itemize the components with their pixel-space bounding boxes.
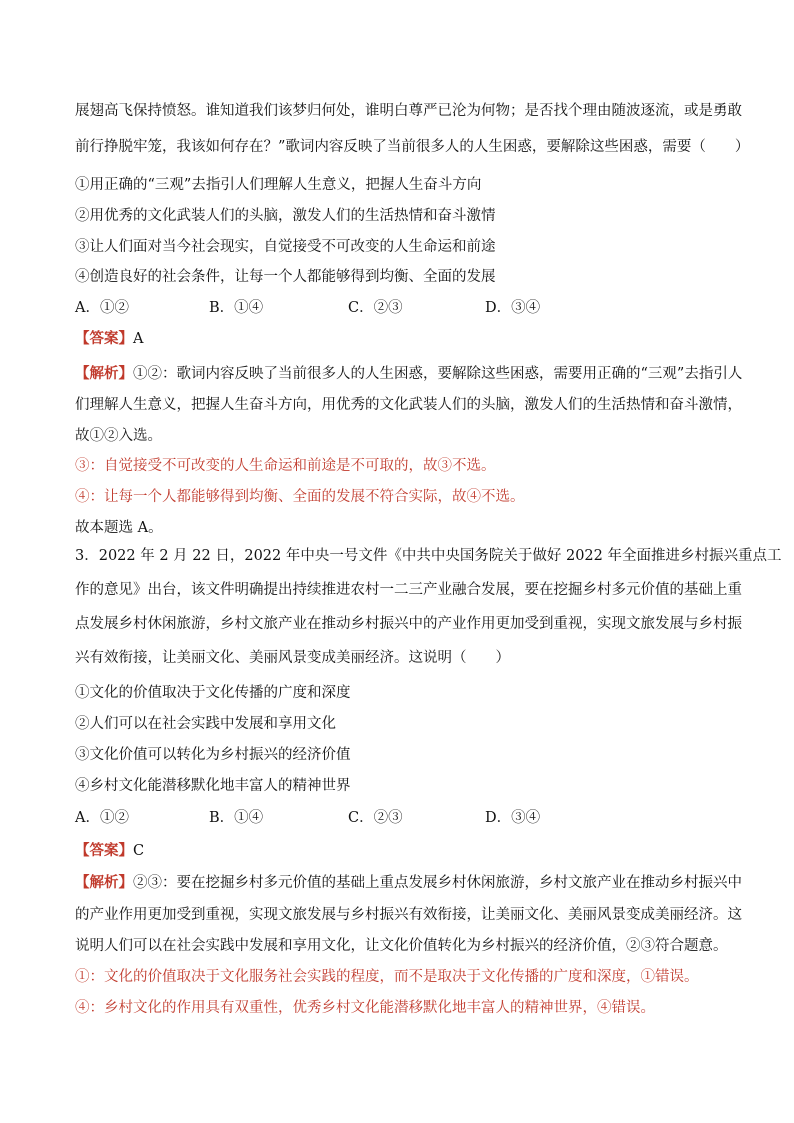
q3-stem-line-1: 3．2022 年 2 月 22 日，2022 年中央一号文件《中共中央国务院关于做好 2022 年全面推进乡村振兴重点工 — [75, 548, 782, 564]
answer-value: A — [133, 331, 144, 347]
q3-statement-2: ②人们可以在社会实践中发展和享用文化 — [75, 716, 336, 732]
q2-statement-3: ③让人们面对当今社会现实，自觉接受不可改变的人生命运和前途 — [75, 239, 496, 255]
q2-conclusion: 故本题选 A。 — [75, 520, 163, 536]
q2-analysis-line-1 — [75, 364, 742, 384]
q2-statement-2: ②用优秀的文化武装人们的头脑，激发人们的生活热情和奋斗激情 — [75, 208, 496, 224]
q3-stem-line-4: 兴有效衔接，让美丽文化、美丽风景变成美丽经济。这说明（ ） — [75, 650, 510, 666]
q2-stem-line-1: 展翅高飞保持愤怒。谁知道我们该梦归何处，谁明白尊严已沦为何物；是否找个理由随波逐流，或是勇敢 — [75, 103, 742, 119]
answer-value: C — [133, 843, 145, 859]
q3-option-b: B．①④ — [209, 810, 264, 826]
q2-option-d: D．③④ — [485, 300, 541, 316]
analysis-text: ②③：要在挖掘乡村多元价值的基础上重点发展乡村休闲旅游，乡村文旅产业在推动乡村振兴中 — [133, 875, 742, 891]
analysis-text: ①②：歌词内容反映了当前很多人的人生困惑，要解除这些困惑，需要用正确的“三观”去指引人 — [133, 366, 743, 382]
q3-statement-4: ④乡村文化能潜移默化地丰富人的精神世界 — [75, 778, 351, 794]
q2-answer — [75, 329, 143, 349]
q2-option-a: A．①② — [75, 300, 129, 316]
q2-statement-1: ①用正确的“三观”去指引人们理解人生意义，把握人生奋斗方向 — [75, 177, 482, 193]
q3-analysis-line-1 — [75, 873, 742, 893]
q2-stem-line-2: 前行挣脱牢笼，我该如何存在？”歌词内容反映了当前很多人的人生困惑，要解除这些困惑，需要（ ） — [75, 139, 750, 155]
q3-statement-3: ③文化价值可以转化为乡村振兴的经济价值 — [75, 747, 351, 763]
q3-option-a: A．①② — [75, 810, 129, 826]
q2-red-note-2: ④：让每一个人都能够得到均衡、全面的发展不符合实际，故④不选。 — [75, 489, 525, 505]
q3-stem-line-2: 作的意见》出台，该文件明确提出持续推进农村一二三产业融合发展，要在挖掘乡村多元价值的基础上重 — [75, 582, 742, 598]
q3-analysis-line-3: 说明人们可以在社会实践中发展和享用文化，让文化价值转化为乡村振兴的经济价值，②③符合题意。 — [75, 938, 728, 954]
q2-statement-4: ④创造良好的社会条件，让每一个人都能够得到均衡、全面的发展 — [75, 269, 496, 285]
q3-answer — [75, 841, 144, 861]
q2-analysis-line-3: 故①②入选。 — [75, 428, 162, 444]
analysis-tag: 【解析】 — [75, 365, 133, 382]
q2-red-note-1: ③：自觉接受不可改变的人生命运和前途是不可取的，故③不选。 — [75, 458, 496, 474]
q2-analysis-line-2: 们理解人生意义，把握人生奋斗方向，用优秀的文化武装人们的头脑，激发人们的生活热情和奋斗激情， — [75, 397, 742, 413]
q3-stem-line-3: 点发展乡村休闲旅游，乡村文旅产业在推动乡村振兴中的产业作用更加受到重视，实现文旅发展与乡村振 — [75, 616, 742, 632]
q3-analysis-line-2: 的产业作用更加受到重视，实现文旅发展与乡村振兴有效衔接，让美丽文化、美丽风景变成美丽经济。这 — [75, 907, 742, 923]
q3-red-note-2: ④：乡村文化的作用具有双重性，优秀乡村文化能潜移默化地丰富人的精神世界，④错误。 — [75, 1000, 655, 1016]
analysis-tag: 【解析】 — [75, 874, 133, 891]
q3-red-note-1: ①：文化的价值取决于文化服务社会实践的程度，而不是取决于文化传播的广度和深度，①错误。 — [75, 969, 699, 985]
q2-option-c: C．②③ — [348, 300, 403, 316]
answer-tag: 【答案】 — [75, 330, 133, 347]
q2-option-b: B．①④ — [209, 300, 264, 316]
q3-option-c: C．②③ — [348, 810, 403, 826]
q3-option-d: D．③④ — [485, 810, 541, 826]
q3-statement-1: ①文化的价值取决于文化传播的广度和深度 — [75, 685, 351, 701]
answer-tag: 【答案】 — [75, 842, 133, 859]
